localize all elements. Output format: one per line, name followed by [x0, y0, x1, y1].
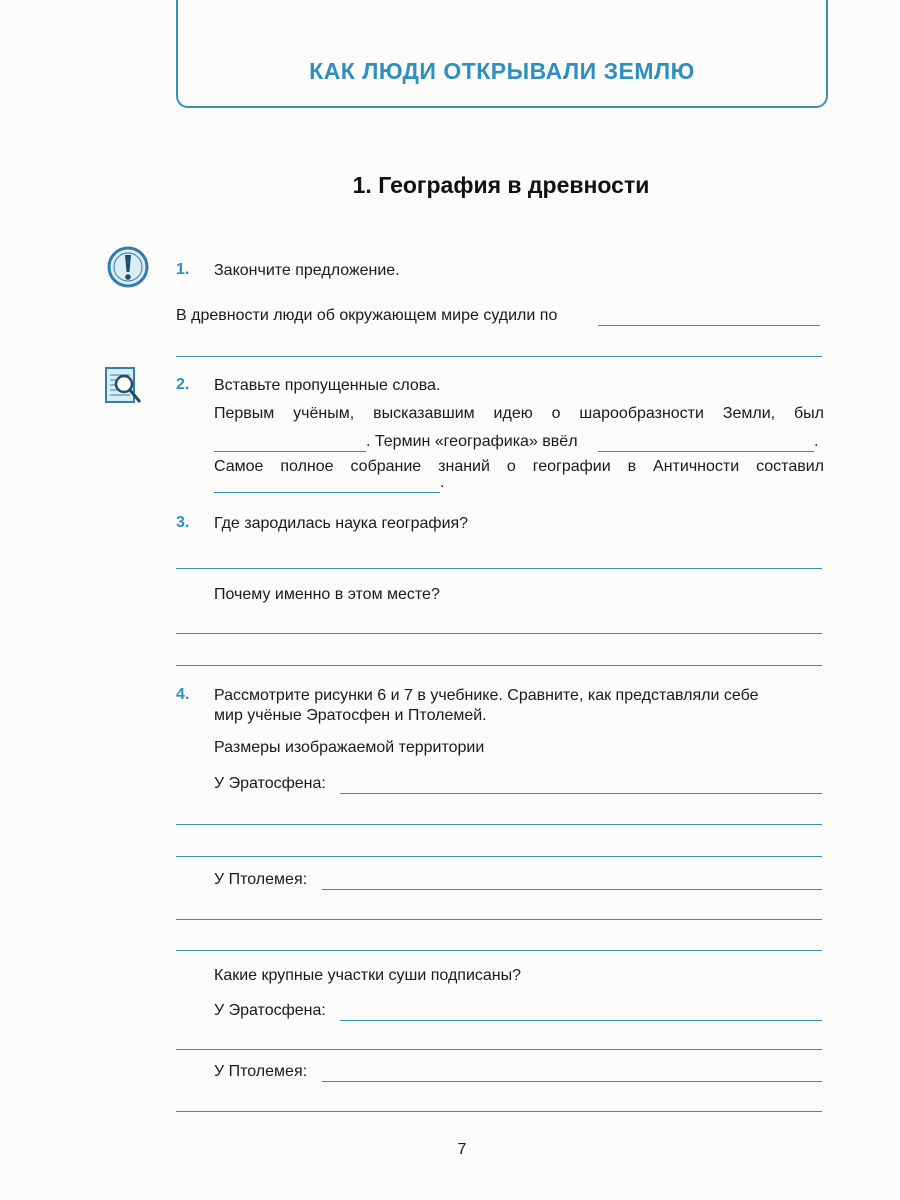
task-4-ptolemy-label-1: У Птолемея:	[214, 871, 308, 888]
task-1-answer-line-1[interactable]	[598, 325, 820, 326]
task-3-answer-line-1[interactable]	[176, 568, 822, 569]
task-4-eratosthenes-line-3[interactable]	[176, 856, 822, 857]
task-4-eratosthenes-label-2: У Эратосфена:	[214, 1002, 326, 1019]
task-4-ptolemy-line-3[interactable]	[176, 950, 822, 951]
task-4-ptolemy-line-2[interactable]	[176, 919, 822, 920]
task-4-ptolemy-line-4[interactable]	[322, 1081, 822, 1082]
task-1-answer-line-2[interactable]	[176, 356, 822, 357]
task-3-answer-line-3[interactable]	[176, 665, 822, 666]
task-4-instruction-2: мир учёные Эратосфен и Птолемей.	[214, 707, 487, 724]
lesson-title: 1. География в древности	[352, 172, 650, 198]
task-2-blank-2[interactable]	[598, 451, 814, 452]
task-4-eratosthenes-line-5[interactable]	[176, 1049, 822, 1050]
chapter-title: КАК ЛЮДИ ОТКРЫВАЛИ ЗЕМЛЮ	[309, 58, 695, 84]
task-2-blank-1[interactable]	[214, 451, 366, 452]
magnifier-document-icon	[104, 366, 144, 406]
task-2-blank-3[interactable]	[214, 492, 440, 493]
task-4-ptolemy-line-5[interactable]	[176, 1111, 822, 1112]
task-2-number: 2.	[176, 376, 190, 393]
task-2-line-2-end: .	[814, 433, 819, 450]
task-2-line-4-end: .	[440, 474, 445, 491]
task-4-instruction-1: Рассмотрите рисунки 6 и 7 в учебнике. Сравните, как представляли себе	[214, 687, 759, 704]
task-4-eratosthenes-line-1[interactable]	[340, 793, 822, 794]
task-4-ptolemy-label-2: У Птолемея:	[214, 1063, 308, 1080]
task-4-eratosthenes-line-2[interactable]	[176, 824, 822, 825]
chapter-header-box	[176, 0, 828, 108]
task-4-subheading-1: Размеры изображаемой территории	[214, 739, 485, 756]
task-1-number: 1.	[176, 261, 190, 278]
task-3-question-2: Почему именно в этом месте?	[214, 586, 440, 603]
exclamation-icon	[106, 245, 150, 289]
task-3-question-1: Где зародилась наука география?	[214, 515, 469, 532]
task-4-number: 4.	[176, 686, 190, 703]
task-2-instruction: Вставьте пропущенные слова.	[214, 377, 441, 394]
task-1-instruction: Закончите предложение.	[214, 262, 400, 279]
task-3-answer-line-2[interactable]	[176, 633, 822, 634]
task-2-line-2-text: . Термин «географика» ввёл	[366, 433, 578, 450]
task-1-sentence: В древности люди об окружающем мире судили по	[176, 307, 558, 324]
task-4-eratosthenes-label-1: У Эратосфена:	[214, 775, 326, 792]
task-3-number: 3.	[176, 514, 190, 531]
task-2-line-1: Первым учёным, высказавшим идею о шарообразности Земли, был	[214, 405, 824, 422]
task-4-subheading-2: Какие крупные участки суши подписаны?	[214, 967, 522, 984]
task-4-ptolemy-line-1[interactable]	[322, 889, 822, 890]
page-number: 7	[457, 1141, 467, 1158]
task-4-eratosthenes-line-4[interactable]	[340, 1020, 822, 1021]
task-2-line-3: Самое полное собрание знаний о географии в Античности составил	[214, 458, 824, 475]
